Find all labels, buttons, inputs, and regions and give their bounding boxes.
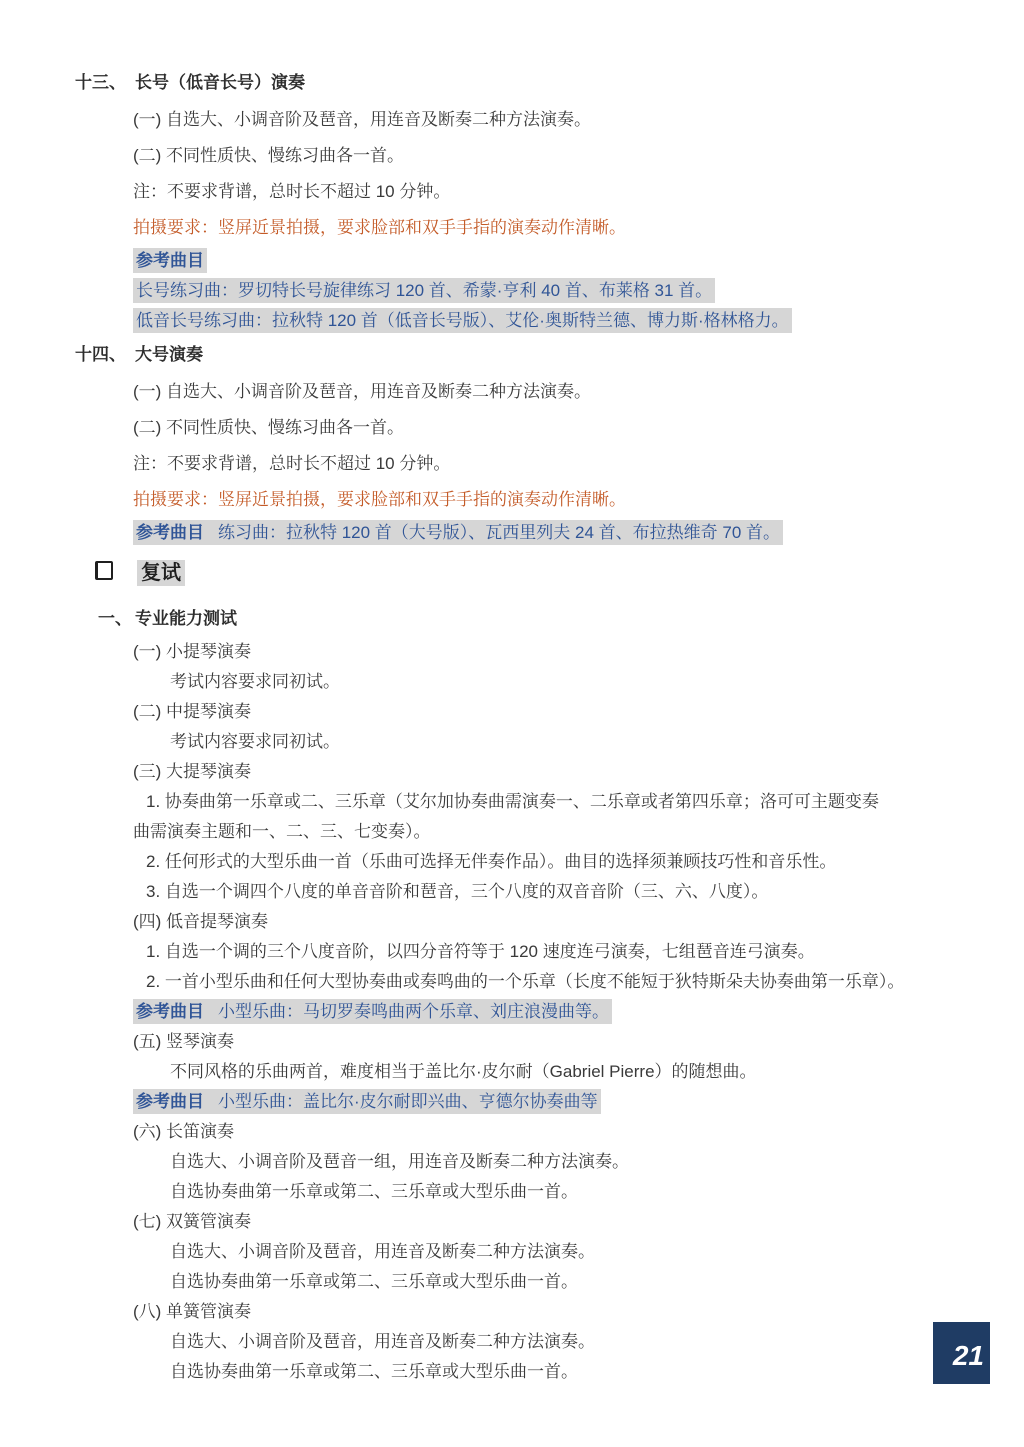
list-heading-1: [0, 601, 1024, 637]
list-item: (一) 小提琴演奏: [133, 642, 252, 661]
section-heading-14: [0, 336, 1024, 374]
numbered-item: 1. 协奏曲第一乐章或二、三乐章（艾尔加协奏曲需演奏一、二乐章或者第四乐章；洛可可主题变奏: [146, 792, 879, 811]
list-item: (二) 不同性质快、慢练习曲各一首。: [133, 418, 405, 437]
list-title-text: 专业能力测试: [135, 609, 237, 628]
section-title: 长号（低音长号）演奏: [135, 73, 305, 92]
sub-item: 自选协奏曲第一乐章或第二、三乐章或大型乐曲一首。: [170, 1182, 578, 1201]
reference-label: 参考曲目: [136, 1002, 204, 1021]
list-item: (一) 自选大、小调音阶及琶音，用连音及断奏二种方法演奏。: [133, 382, 592, 401]
sub-item: 自选协奏曲第一乐章或第二、三乐章或大型乐曲一首。: [170, 1362, 578, 1381]
list-item: (五) 竖琴演奏: [133, 1032, 235, 1051]
shooting-requirement: 拍摄要求：竖屏近景拍摄，要求脸部和双手手指的演奏动作清晰。: [133, 218, 626, 237]
reference-highlight: [133, 520, 783, 545]
document-content: [0, 64, 1024, 1387]
list-item: (一) 自选大、小调音阶及琶音，用连音及断奏二种方法演奏。: [133, 110, 592, 129]
reference-label: 参考曲目: [136, 523, 204, 542]
reference-text: 小型乐曲：马切罗奏鸣曲两个乐章、刘庄浪漫曲等。: [218, 1002, 609, 1021]
sub-item: 自选大、小调音阶及琶音，用连音及断奏二种方法演奏。: [170, 1242, 595, 1261]
sub-item: 不同风格的乐曲两首，难度相当于盖比尔·皮尔耐（Gabriel Pierre）的随想曲。: [170, 1062, 757, 1081]
section-number: 十三、: [75, 73, 126, 92]
reference-text: 低音长号练习曲：拉秋特 120 首（低音长号版）、艾伦·奥斯特兰德、博力斯·格林格力。: [136, 311, 789, 330]
section-number: 十四、: [75, 345, 126, 364]
page-number: 21: [952, 1340, 984, 1371]
sub-item: 自选大、小调音阶及琶音，用连音及断奏二种方法演奏。: [170, 1332, 595, 1351]
section-heading-13: [0, 64, 1024, 102]
list-item: (七) 双簧管演奏: [133, 1212, 252, 1231]
reference-highlight: [133, 1089, 601, 1114]
section-title: 大号演奏: [135, 345, 203, 364]
list-item: (三) 大提琴演奏: [133, 762, 252, 781]
list-item: (四) 低音提琴演奏: [133, 912, 269, 931]
reference-text: 练习曲：拉秋特 120 首（大号版）、瓦西里列夫 24 首、布拉热维奇 70 首。: [218, 523, 781, 542]
reference-highlight: [133, 308, 792, 333]
reference-label: 参考曲目: [133, 248, 207, 273]
note-line: 注：不要求背谱，总时长不超过 10 分钟。: [133, 182, 451, 201]
reference-line: [0, 306, 1024, 336]
list-number: 一、: [98, 609, 132, 628]
sub-item: 考试内容要求同初试。: [170, 672, 340, 691]
reference-heading: [0, 246, 1024, 276]
reference-line: [0, 276, 1024, 306]
sub-item: 考试内容要求同初试。: [170, 732, 340, 751]
numbered-item-continuation: 曲需演奏主题和一、二、三、七变奏）。: [133, 822, 431, 841]
reference-highlight: [133, 999, 612, 1024]
list-item: (二) 中提琴演奏: [133, 702, 252, 721]
shooting-requirement: 拍摄要求：竖屏近景拍摄，要求脸部和双手手指的演奏动作清晰。: [133, 490, 626, 509]
page-number-box: [933, 1322, 990, 1384]
numbered-item: 3. 自选一个调四个八度的单音音阶和琶音，三个八度的双音音阶（三、六、八度）。: [146, 882, 769, 901]
reference-text: 小型乐曲：盖比尔·皮尔耐即兴曲、亨德尔协奏曲等: [218, 1092, 598, 1111]
round2-heading: [0, 556, 1024, 591]
numbered-item: 2. 一首小型乐曲和任何大型协奏曲或奏鸣曲的一个乐章（长度不能短于狄特斯朵夫协奏曲第一乐章）。: [146, 972, 905, 991]
reference-highlight: [133, 278, 715, 303]
sub-item: 自选大、小调音阶及琶音一组，用连音及断奏二种方法演奏。: [170, 1152, 629, 1171]
reference-line: [0, 518, 1024, 548]
reference-line: [0, 1087, 1024, 1117]
reference-text: 长号练习曲：罗切特长号旋律练习 120 首、希蒙·亨利 40 首、布莱格 31 首。: [136, 281, 713, 300]
list-item: (二) 不同性质快、慢练习曲各一首。: [133, 146, 405, 165]
sub-item: 自选协奏曲第一乐章或第二、三乐章或大型乐曲一首。: [170, 1272, 578, 1291]
list-item: (八) 单簧管演奏: [133, 1302, 252, 1321]
list-item: (六) 长笛演奏: [133, 1122, 235, 1141]
round2-heading-text: 复试: [137, 560, 185, 586]
square-bullet-icon: [95, 561, 113, 580]
numbered-item: 2. 任何形式的大型乐曲一首（乐曲可选择无伴奏作品）。曲目的选择须兼顾技巧性和音乐性。: [146, 852, 837, 871]
reference-line: [0, 997, 1024, 1027]
reference-label: 参考曲目: [136, 1092, 204, 1111]
note-line: 注：不要求背谱，总时长不超过 10 分钟。: [133, 454, 451, 473]
numbered-item: 1. 自选一个调的三个八度音阶，以四分音符等于 120 速度连弓演奏，七组琶音连弓演奏。: [146, 942, 815, 961]
